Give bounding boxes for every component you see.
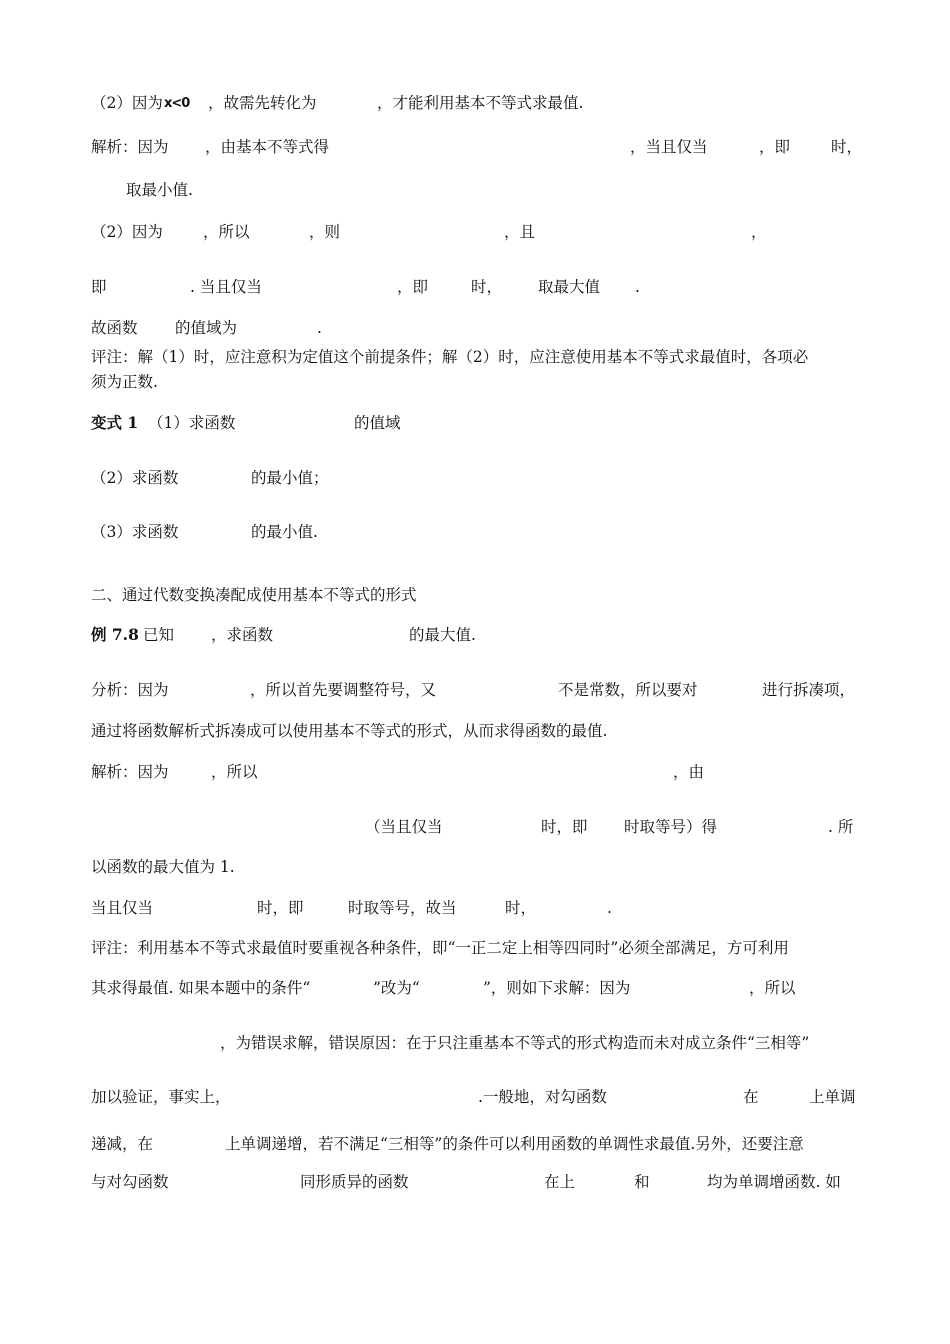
text: 时，即 (257, 899, 304, 917)
text: ”改为“ (373, 979, 420, 997)
text: 与对勾函数 (91, 1173, 169, 1191)
text: . (317, 319, 322, 337)
text: ，则 (309, 223, 341, 241)
text: 时，即 (541, 818, 588, 836)
text: 在 (743, 1088, 759, 1106)
text: 的值域为 (175, 319, 238, 337)
text: 和 (634, 1173, 650, 1191)
text: 在上 (544, 1173, 576, 1191)
text: （2）因为 (91, 94, 163, 112)
text: 分析：因为 (91, 681, 169, 699)
text: （1）求函数 (148, 414, 236, 432)
text: ，即 (397, 278, 429, 296)
text: 即 (91, 278, 107, 296)
text: 递减，在 (91, 1135, 154, 1153)
text: ，为错误求解，错误原因：在于只注重基本不等式的形式构造而未对成立条件“三相等” (220, 1034, 810, 1052)
text: （2）求函数 (91, 469, 179, 487)
text: ，所以 (749, 979, 796, 997)
text: 评注：利用基本不等式求最值时要重视各种条件，即“一正二定上相等四同时”必须全部满足，方可利用 (91, 939, 789, 957)
text: 须为正数. (91, 373, 158, 391)
text: ，当且仅当 (630, 138, 708, 156)
text: 当且仅当 (91, 899, 154, 917)
text: . (635, 278, 640, 296)
text: （3）求函数 (91, 523, 179, 541)
text: 评注：解（1）时，应注意积为定值这个前提条件；解（2）时，应注意使用基本不等式求最值时，各项必 (91, 348, 809, 366)
text: 不是常数，所以要对 (558, 681, 698, 699)
text: ， (751, 223, 767, 241)
text: . (607, 899, 612, 917)
text: 上单调 (809, 1088, 856, 1106)
text: 时取等号）得 (624, 818, 718, 836)
text: 以函数的最大值为 1. (91, 858, 235, 876)
text: 故函数 (91, 319, 138, 337)
text: 取最大值 (538, 278, 601, 296)
text: ”，则如下求解：因为 (483, 979, 631, 997)
text: 均为单调增函数. 如 (707, 1173, 841, 1191)
text: ，所以首先要调整符号，又 (250, 681, 437, 699)
text: ，所以 (211, 763, 258, 781)
formula-glyph: x<0 (164, 96, 190, 111)
text: 的最小值； (251, 469, 329, 487)
text: （2）因为 (91, 223, 163, 241)
text: ，求函数 (211, 626, 274, 644)
text: ，且 (504, 223, 536, 241)
text: 取最小值. (126, 181, 193, 199)
text: . 当且仅当 (190, 278, 262, 296)
text: 时取等号，故当 (348, 899, 457, 917)
text: 时， (471, 278, 503, 296)
text: ，故需先转化为 (208, 94, 317, 112)
text: ，所以 (203, 223, 250, 241)
text: ，由基本不等式得 (205, 138, 330, 156)
text: 时， (505, 899, 537, 917)
text: （当且仅当 (365, 818, 443, 836)
text: 上单调递增，若不满足“三相等”的条件可以利用函数的单调性求最值.另外，还要注意 (225, 1135, 804, 1153)
text: 解析：因为 (91, 138, 169, 156)
text: 例 7.8 (91, 625, 139, 644)
text: 进行拆凑项， (762, 681, 856, 699)
text: 已知 (143, 626, 175, 644)
text: 其求得最值. 如果本题中的条件“ (91, 979, 311, 997)
text: 的值域 (354, 414, 401, 432)
text: 同形质异的函数 (300, 1173, 409, 1191)
text: 的最大值. (409, 626, 476, 644)
text: ，即 (759, 138, 791, 156)
text: ，由 (673, 763, 705, 781)
text: 二、通过代数变换凑配成使用基本不等式的形式 (91, 586, 417, 604)
text: 变式 1 (91, 413, 139, 432)
text: 解析：因为 (91, 763, 169, 781)
text: ，才能利用基本不等式求最值. (377, 94, 584, 112)
text: 时， (831, 138, 863, 156)
text: .一般地，对勾函数 (478, 1088, 607, 1106)
text: . 所 (828, 818, 854, 836)
text: 通过将函数解析式拆凑成可以使用基本不等式的形式，从而求得函数的最值. (91, 722, 608, 740)
text: 加以验证，事实上， (91, 1088, 231, 1106)
text: 的最小值. (251, 523, 318, 541)
